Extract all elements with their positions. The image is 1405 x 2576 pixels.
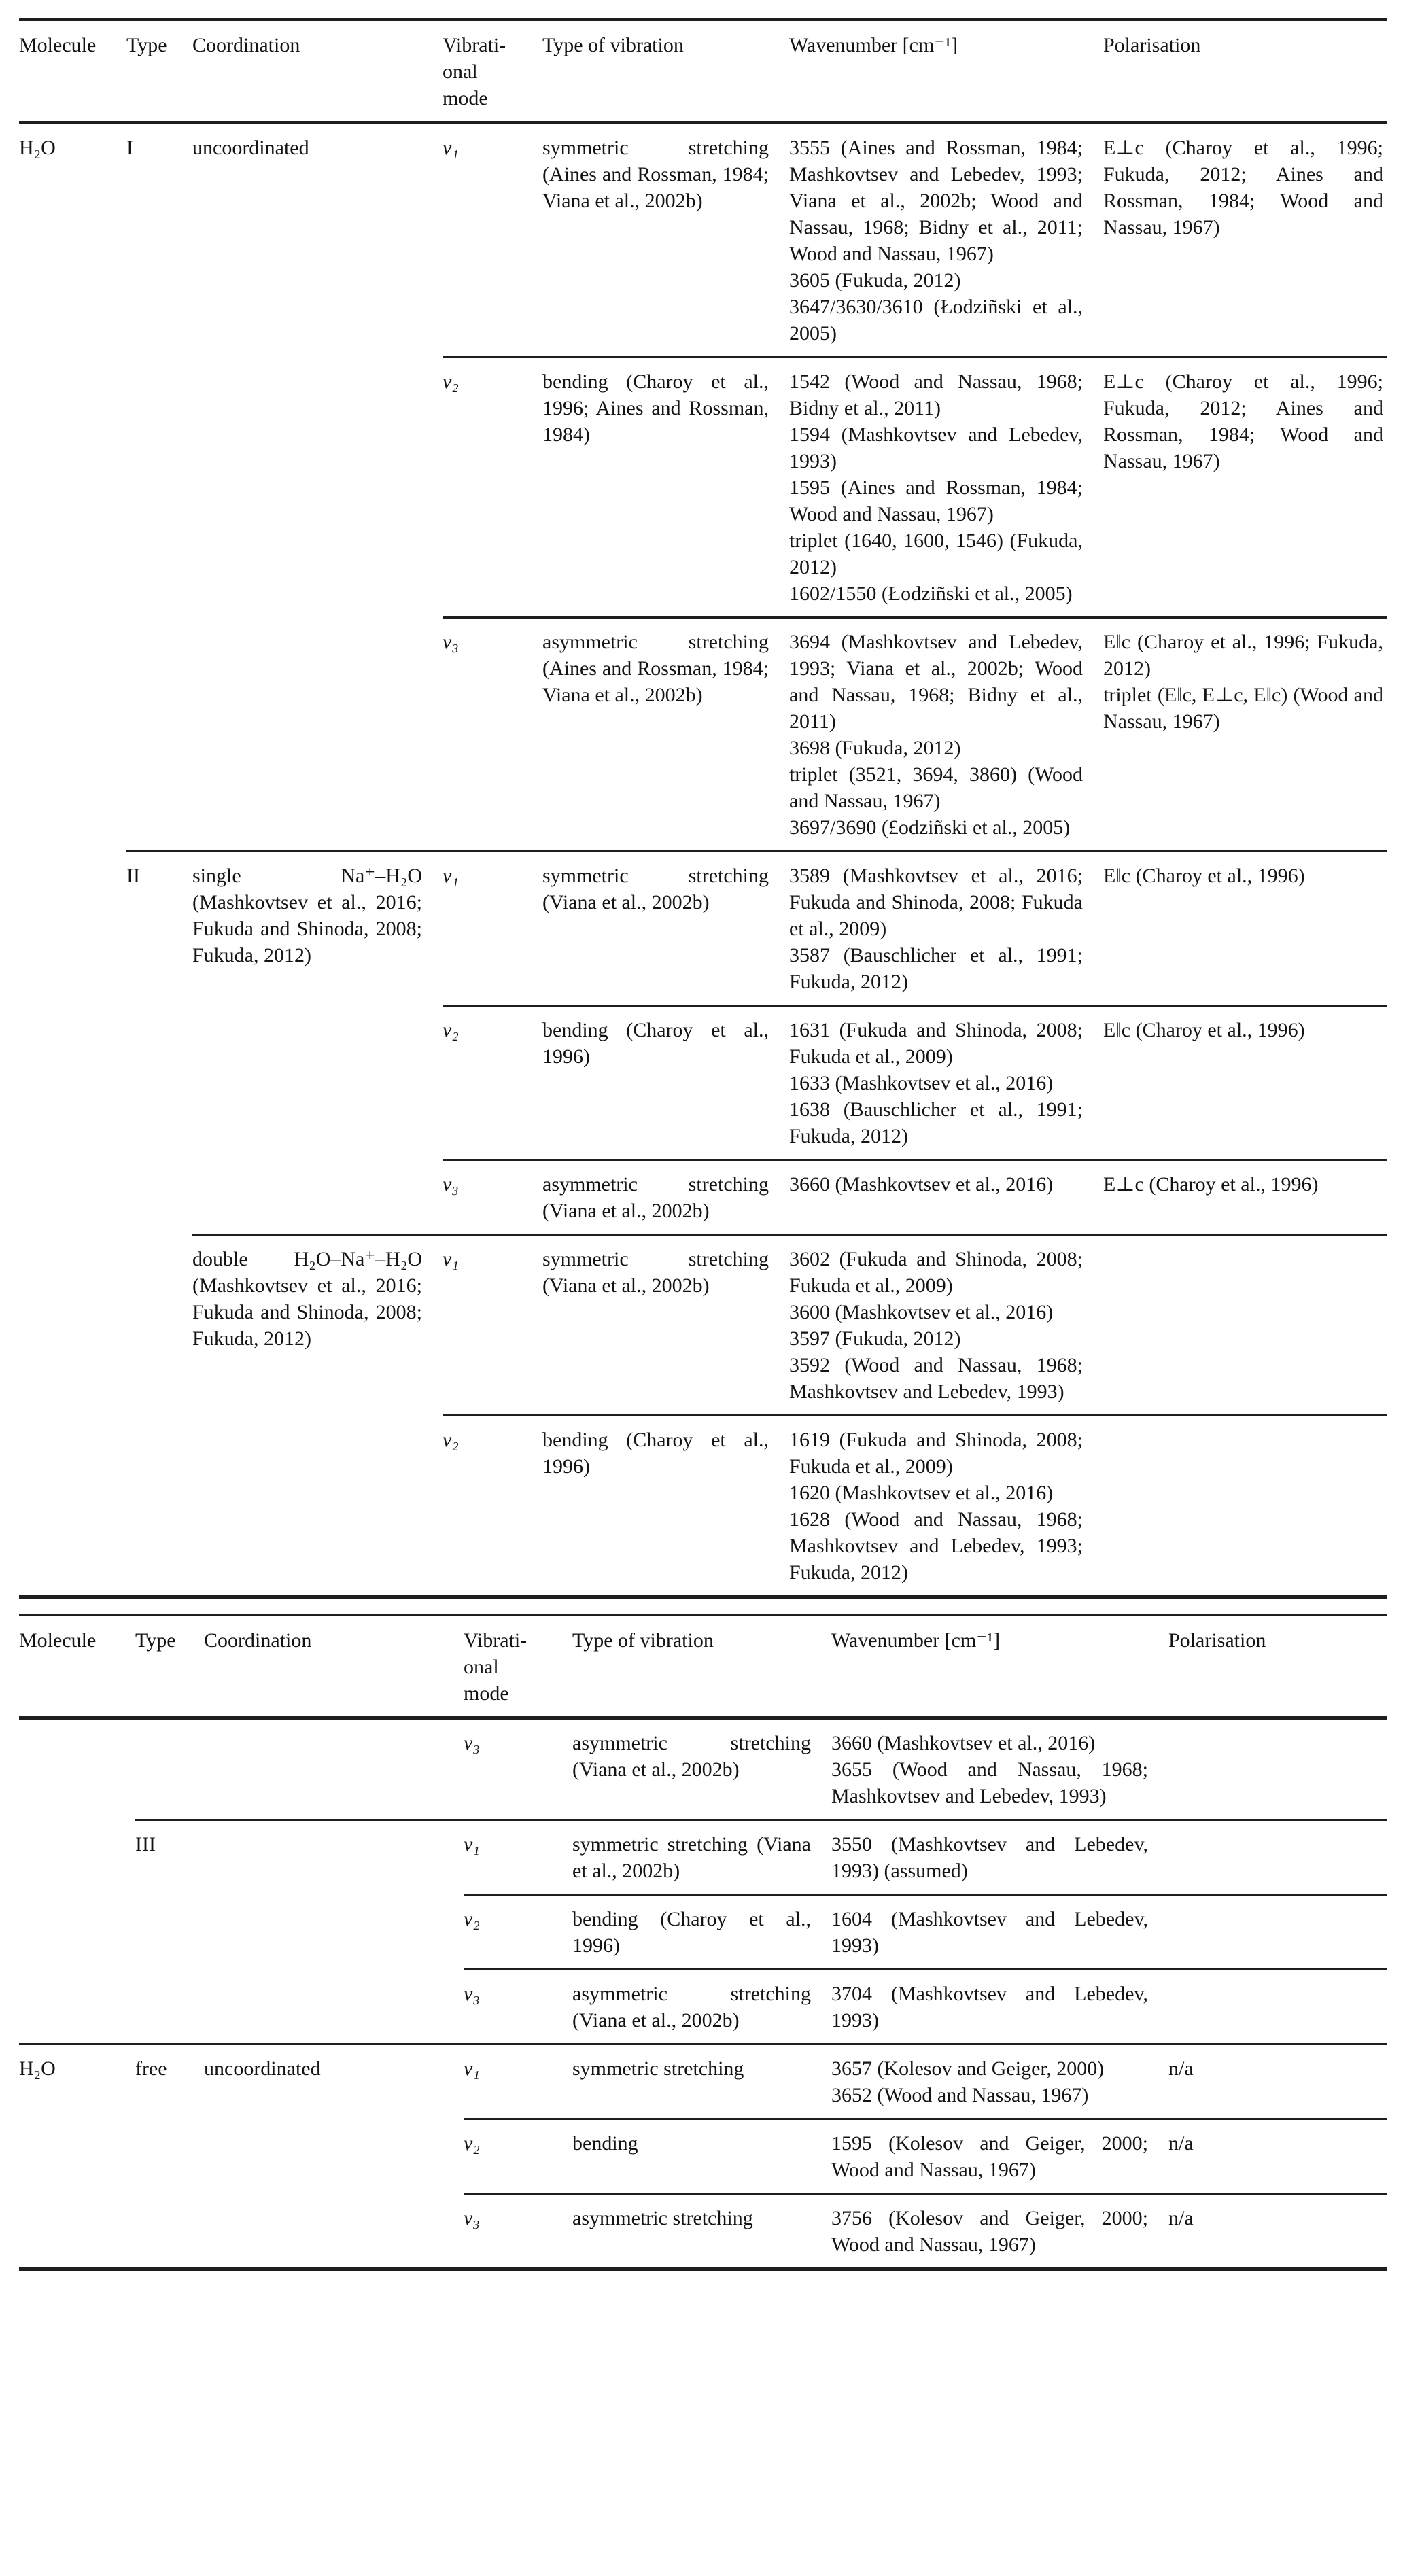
cell-vibration-type: bending (Charoy et al., 1996) [542, 1416, 789, 1597]
header-polarisation: Polarisation [1168, 1615, 1387, 1718]
cell-vibration-type: asymmetric stretching (Viana et al., 2002b) [572, 1970, 831, 2044]
cell-molecule [19, 852, 126, 1006]
header-row [19, 1615, 1387, 1718]
cell-vibrational-mode: ν₃ [464, 2194, 572, 2269]
cell-molecule [19, 1718, 135, 1820]
cell-vibration-type: bending (Charoy et al., 1996; Aines and Rossman, 1984) [542, 358, 789, 618]
cell-coordination: uncoordinated [192, 137, 309, 159]
cell-coordination: uncoordinated [204, 2044, 464, 2119]
cell-vibration-type: symmetric stretching [572, 2044, 831, 2119]
cell-polarisation [1168, 2119, 1387, 2194]
cell-type [135, 1895, 204, 1970]
header-wavenumber: Wavenumber [cm⁻¹] [789, 20, 1103, 123]
cell-molecule [19, 358, 126, 618]
wavenumber-entry: 3597 (Fukuda, 2012) [789, 1327, 961, 1350]
header-molecule: Molecule [19, 20, 126, 123]
wavenumber-entry: 3550 (Mashkovtsev and Lebedev, 1993) (assumed) [831, 1833, 1148, 1882]
wavenumber-entry: 1594 (Mashkovtsev and Lebedev, 1993) [789, 423, 1083, 472]
cell-type [126, 1006, 192, 1160]
cell-wavenumber [789, 1235, 1103, 1416]
cell-vibration-type: symmetric stretching (Viana et al., 2002b) [572, 1820, 831, 1895]
cell-type [126, 1160, 192, 1235]
wavenumber-entry: 3697/3690 (£odziñski et al., 2005) [789, 816, 1071, 839]
cell-vibration-type: symmetric stretching (Aines and Rossman, 1984; Viana et al., 2002b) [542, 137, 769, 212]
cell-vibrational-mode: ν₁ [464, 2044, 572, 2119]
cell-wavenumber [831, 1895, 1168, 1970]
cell-type [135, 2119, 204, 2194]
wavenumber-entry: 1542 (Wood and Nassau, 1968; Bidny et al., 2011) [789, 370, 1083, 419]
wavenumber-entry: 1620 (Mashkovtsev et al., 2016) [789, 1482, 1054, 1504]
cell-type [126, 358, 192, 618]
header-polarisation: Polarisation [1103, 20, 1387, 123]
cell-type [135, 1718, 204, 1820]
wavenumber-entry: 1619 (Fukuda and Shinoda, 2008; Fukuda et al., 2009) [789, 1429, 1083, 1478]
cell-vibrational-mode: ν₂ [443, 1006, 542, 1160]
table1-body [19, 123, 1387, 1597]
cell-wavenumber [789, 1006, 1103, 1160]
wavenumber-entry: triplet (1640, 1600, 1546) (Fukuda, 2012) [789, 529, 1083, 578]
cell-type [126, 1416, 192, 1597]
wavenumber-entry: 3600 (Mashkovtsev et al., 2016) [789, 1301, 1054, 1323]
wavenumber-entry: 1631 (Fukuda and Shinoda, 2008; Fukuda et al., 2009) [789, 1019, 1083, 1068]
wavenumber-entry: 3647/3630/3610 (Łodziñski et al., 2005) [789, 296, 1083, 345]
wavenumber-entry: 3602 (Fukuda and Shinoda, 2008; Fukuda et al., 2009) [789, 1248, 1083, 1297]
polarisation-entry: n/a [1168, 2132, 1194, 2155]
header-vmode-line: onal [443, 60, 478, 83]
table-row [19, 2194, 1387, 2269]
cell-polarisation [1103, 852, 1387, 1006]
cell-vibrational-mode: ν₁ [443, 137, 459, 159]
cell-molecule [19, 1970, 135, 2044]
cell-molecule: H₂O [19, 137, 56, 159]
cell-vibration-type: asymmetric stretching [572, 2194, 831, 2269]
cell-polarisation [1103, 618, 1387, 852]
cell-vibrational-mode: ν₂ [443, 1416, 542, 1597]
cell-vibrational-mode: ν₂ [464, 2119, 572, 2194]
polarisation-entry: E⊥c (Charoy et al., 1996; Fukuda, 2012; Aines and Rossman, 1984; Wood and Nassau, 1967) [1103, 370, 1383, 472]
header-vibration-type: Type of vibration [542, 20, 789, 123]
cell-polarisation [1103, 1160, 1387, 1235]
cell-type: III [135, 1820, 204, 1895]
cell-coordination [192, 358, 443, 618]
polarisation-entry: E⊥c (Charoy et al., 1996; Fukuda, 2012; Aines and Rossman, 1984; Wood and Nassau, 1967) [1103, 137, 1383, 239]
table-row [19, 852, 1387, 1006]
table-row [19, 1895, 1387, 1970]
table2-body [19, 1718, 1387, 2269]
cell-vibration-type: asymmetric stretching (Viana et al., 2002b) [572, 1732, 811, 1781]
cell-vibration-type: asymmetric stretching (Aines and Rossman, 1984; Viana et al., 2002b) [542, 618, 789, 852]
wavenumber-entry: 1604 (Mashkovtsev and Lebedev, 1993) [831, 1908, 1148, 1957]
header-coordination: Coordination [204, 1615, 464, 1718]
cell-polarisation [1168, 2194, 1387, 2269]
table-row [19, 1160, 1387, 1235]
cell-vibrational-mode: ν₃ [443, 1160, 542, 1235]
header-vibrational-mode [443, 20, 542, 123]
polarisation-entry: E⊥c (Charoy et al., 1996) [1103, 1173, 1319, 1196]
header-row [19, 20, 1387, 123]
cell-molecule [19, 1160, 126, 1235]
cell-molecule [19, 1006, 126, 1160]
cell-polarisation [1168, 1970, 1387, 2044]
cell-polarisation [1168, 1718, 1387, 1820]
cell-polarisation [1103, 1006, 1387, 1160]
wavenumber-entry: 1628 (Wood and Nassau, 1968; Mashkovtsev and Lebedev, 1993; Fukuda, 2012) [789, 1508, 1083, 1584]
cell-wavenumber [789, 618, 1103, 852]
table-row [19, 1235, 1387, 1416]
cell-vibrational-mode: ν₃ [464, 1732, 480, 1754]
cell-wavenumber [789, 852, 1103, 1006]
cell-wavenumber [789, 1416, 1103, 1597]
polarisation-entry: n/a [1168, 2207, 1194, 2229]
table-row [19, 2044, 1387, 2119]
wavenumber-entry: 3589 (Mashkovtsev et al., 2016; Fukuda and Shinoda, 2008; Fukuda et al., 2009) [789, 865, 1083, 940]
header-type: Type [126, 20, 192, 123]
cell-vibration-type: symmetric stretching (Viana et al., 2002b) [542, 1235, 789, 1416]
polarisation-entry: E‖c (Charoy et al., 1996) [1103, 1019, 1305, 1041]
table2-header [19, 1615, 1387, 1718]
wavenumber-entry: 3587 (Bauschlicher et al., 1991; Fukuda, 2012) [789, 944, 1083, 993]
cell-polarisation [1103, 358, 1387, 618]
vibration-table-1 [19, 18, 1387, 1599]
wavenumber-entry: 3555 (Aines and Rossman, 1984; Mashkovtsev and Lebedev, 1993; Viana et al., 2002b; Wood and Nassau, 1968; Bidny et al., 2011; Wood and Nassau, 1967) [789, 137, 1083, 265]
header-vibration-type: Type of vibration [572, 1615, 831, 1718]
table-row [19, 2119, 1387, 2194]
cell-type [126, 618, 192, 852]
header-vmode-line: Vibrati- [443, 34, 506, 56]
header-vibrational-mode [464, 1615, 572, 1718]
polarisation-entry: triplet (E‖c, E⊥c, E‖c) (Wood and Nassau, 1967) [1103, 684, 1383, 733]
wavenumber-entry: 3605 (Fukuda, 2012) [789, 269, 961, 292]
cell-coordination: double H₂O–Na⁺–H₂O (Mashkovtsev et al., 2016; Fukuda and Shinoda, 2008; Fukuda, 2012) [192, 1235, 443, 1416]
polarisation-entry: n/a [1168, 2057, 1194, 2080]
wavenumber-entry: 3655 (Wood and Nassau, 1968; Mashkovtsev and Lebedev, 1993) [831, 1758, 1148, 1807]
table-row [19, 1718, 1387, 1820]
cell-polarisation [1168, 1820, 1387, 1895]
table-row [19, 1820, 1387, 1895]
cell-molecule [19, 1895, 135, 1970]
cell-molecule: H₂O [19, 2044, 135, 2119]
cell-polarisation [1168, 1895, 1387, 1970]
cell-wavenumber [831, 1718, 1168, 1820]
cell-vibrational-mode: ν₃ [443, 618, 542, 852]
cell-vibrational-mode: ν₁ [443, 852, 542, 1006]
cell-wavenumber [831, 2194, 1168, 2269]
cell-vibrational-mode: ν₂ [464, 1895, 572, 1970]
cell-type: I [126, 137, 133, 159]
polarisation-entry: E‖c (Charoy et al., 1996; Fukuda, 2012) [1103, 631, 1383, 680]
wavenumber-entry: triplet (3521, 3694, 3860) (Wood and Nassau, 1967) [789, 763, 1083, 812]
wavenumber-entry: 1602/1550 (Łodziñski et al., 2005) [789, 582, 1073, 605]
cell-wavenumber [831, 1970, 1168, 2044]
wavenumber-entry: 1595 (Aines and Rossman, 1984; Wood and Nassau, 1967) [789, 476, 1083, 525]
wavenumber-entry: 1638 (Bauschlicher et al., 1991; Fukuda, 2012) [789, 1098, 1083, 1147]
cell-type [126, 1235, 192, 1416]
header-coordination: Coordination [192, 20, 443, 123]
cell-vibrational-mode: ν₁ [443, 1235, 542, 1416]
cell-molecule [19, 2119, 135, 2194]
cell-vibrational-mode: ν₂ [443, 358, 542, 618]
wavenumber-entry: 3657 (Kolesov and Geiger, 2000) [831, 2057, 1105, 2080]
cell-coordination [192, 1160, 443, 1235]
cell-wavenumber [831, 2119, 1168, 2194]
cell-coordination [204, 1970, 464, 2044]
cell-coordination [192, 1006, 443, 1160]
cell-coordination [192, 1416, 443, 1597]
cell-wavenumber [789, 123, 1103, 358]
table-row [19, 1970, 1387, 2044]
cell-coordination [192, 618, 443, 852]
header-vmode-line: onal [464, 1656, 499, 1678]
cell-vibrational-mode: ν₁ [464, 1820, 572, 1895]
polarisation-entry: E‖c (Charoy et al., 1996) [1103, 865, 1305, 887]
header-wavenumber: Wavenumber [cm⁻¹] [831, 1615, 1168, 1718]
cell-polarisation [1103, 123, 1387, 358]
header-type: Type [135, 1615, 204, 1718]
vibration-table-2 [19, 1614, 1387, 2271]
wavenumber-entry: 3704 (Mashkovtsev and Lebedev, 1993) [831, 1983, 1148, 2032]
wavenumber-entry: 3660 (Mashkovtsev et al., 2016) [831, 1732, 1096, 1754]
table1-header [19, 20, 1387, 123]
cell-vibration-type: symmetric stretching (Viana et al., 2002b) [542, 852, 789, 1006]
table-row [19, 123, 1387, 358]
header-vmode-line: mode [443, 87, 488, 109]
cell-type [135, 1970, 204, 2044]
cell-wavenumber [831, 2044, 1168, 2119]
wavenumber-entry: 3592 (Wood and Nassau, 1968; Mashkovtsev and Lebedev, 1993) [789, 1354, 1083, 1403]
cell-molecule [19, 1235, 126, 1416]
cell-type: II [126, 852, 192, 1006]
cell-wavenumber [789, 1160, 1103, 1235]
wavenumber-entry: 1633 (Mashkovtsev et al., 2016) [789, 1072, 1054, 1094]
table-row [19, 618, 1387, 852]
table-row [19, 358, 1387, 618]
wavenumber-entry: 3698 (Fukuda, 2012) [789, 737, 961, 759]
wavenumber-entry: 1595 (Kolesov and Geiger, 2000; Wood and Nassau, 1967) [831, 2132, 1148, 2181]
cell-type: free [135, 2044, 204, 2119]
cell-coordination [204, 1718, 464, 1820]
wavenumber-entry: 3694 (Mashkovtsev and Lebedev, 1993; Viana et al., 2002b; Wood and Nassau, 1968; Bidny et al., 2011) [789, 631, 1083, 733]
wavenumber-entry: 3756 (Kolesov and Geiger, 2000; Wood and Nassau, 1967) [831, 2207, 1148, 2256]
cell-molecule [19, 618, 126, 852]
wavenumber-entry: 3660 (Mashkovtsev et al., 2016) [789, 1173, 1054, 1196]
cell-coordination [204, 1820, 464, 1895]
header-vmode-line: Vibrati- [464, 1629, 527, 1652]
table-row [19, 1006, 1387, 1160]
cell-molecule [19, 1820, 135, 1895]
cell-coordination [204, 1895, 464, 1970]
cell-vibration-type: asymmetric stretching (Viana et al., 2002b) [542, 1160, 789, 1235]
cell-coordination [204, 2194, 464, 2269]
cell-wavenumber [789, 358, 1103, 618]
cell-molecule [19, 2194, 135, 2269]
header-molecule: Molecule [19, 1615, 135, 1718]
table-row [19, 1416, 1387, 1597]
cell-vibration-type: bending [572, 2119, 831, 2194]
cell-coordination [204, 2119, 464, 2194]
cell-polarisation [1168, 2044, 1387, 2119]
cell-coordination: single Na⁺–H₂O (Mashkovtsev et al., 2016; Fukuda and Shinoda, 2008; Fukuda, 2012) [192, 852, 443, 1006]
header-vmode-line: mode [464, 1682, 509, 1705]
wavenumber-entry: 3652 (Wood and Nassau, 1967) [831, 2084, 1089, 2106]
cell-vibrational-mode: ν₃ [464, 1970, 572, 2044]
cell-type [135, 2194, 204, 2269]
cell-wavenumber [831, 1820, 1168, 1895]
cell-molecule [19, 1416, 126, 1597]
cell-polarisation [1103, 1416, 1387, 1597]
cell-vibration-type: bending (Charoy et al., 1996) [572, 1895, 831, 1970]
cell-polarisation [1103, 1235, 1387, 1416]
cell-vibration-type: bending (Charoy et al., 1996) [542, 1006, 789, 1160]
